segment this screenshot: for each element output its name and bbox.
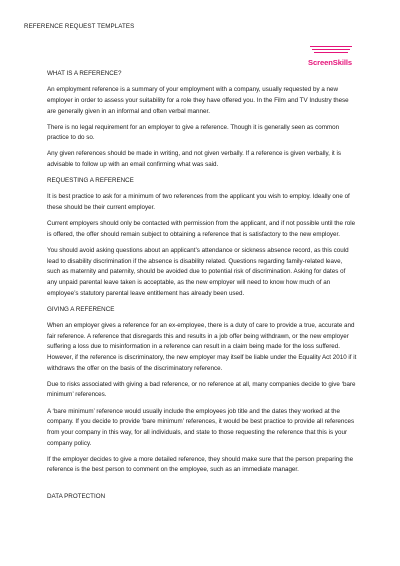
section-heading-what-is-a-reference: WHAT IS A REFERENCE? [47, 70, 122, 77]
paragraph: Any given references should be made in writing, and not given verbally. If a reference is given verbally, it is advisable to follow up with an email confirming what was said. [47, 150, 342, 169]
screenskills-logo [305, 46, 360, 66]
section-heading-requesting-a-reference: REQUESTING A REFERENCE [47, 177, 134, 185]
paragraph: You should avoid asking questions about an applicant’s attendance or sickness absence record, as this could lead to disability discrimination if the absence is disability related. Questions regarding family-related leave, such as maternity and paternity, should be avoided due to potential risk of discrimination. Asking for dates of any unpaid parental leave taken is acceptable, as the new employer will need to know how much of an employee’s statutory parental leave entitlement has already been used. [47, 246, 349, 297]
logo-wordmark: ScreenSkills [308, 58, 352, 67]
paragraph: If the employer decides to give a more detailed reference, they should make sure that the person preparing the reference is the best person to comment on the employee, such as an immediate manager. [47, 455, 354, 474]
section-heading-giving-a-reference: GIVING A REFERENCE [47, 305, 115, 313]
paragraph: A ‘bare minimum’ reference would usually include the employees job title and the dates they worked at the company. If you decide to provide ‘bare minimum’ references, it would be best practice to provide all references from your company in this way, for all individuals, and state to those requesting the reference that this is your company policy. [47, 407, 355, 447]
document-body [47, 69, 357, 508]
paragraph: When an employer gives a reference for an ex-employee, there is a duty of care to provide a true, accurate and fair reference. A reference that disregards this and results in a job offer being withdrawn, or the new employer suffering a loss due to misinformation in a reference can result in a claim being made for the loss suffered. However, if the reference is discriminatory, the new employer may itself be liable under the Equality Act 2010 if it withdraws the offer on the basis of the discriminatory reference. [47, 321, 357, 372]
paragraph: An employment reference is a summary of your employment with a company, usually requested by a new employer in order to assess your suitability for a role they have offered you. In the Film and TV Industry these are generally given in an informal and often verbal manner. [47, 86, 349, 115]
paragraph: Due to risks associated with giving a bad reference, or no reference at all, many companies decide to give ‘bare minimum’ references. [47, 380, 356, 399]
paragraph: There is no legal requirement for an employer to give a reference. Though it is generally seen as common practice to do so. [47, 123, 340, 142]
page-title: REFERENCE REQUEST TEMPLATES [24, 23, 135, 30]
paragraph: Current employers should only be contacted with permission from the applicant, and if not possible until the role is offered, the offer should remain subject to obtaining a reference that is satisfactory to the new employer. [47, 220, 356, 238]
section-heading-data-protection: DATA PROTECTION [47, 493, 106, 501]
paragraph: It is best practice to ask for a minimum of two references from the applicant you wish to employ. Ideally one of these should be their current employer. [47, 193, 350, 211]
logo-bars-icon [310, 46, 352, 56]
